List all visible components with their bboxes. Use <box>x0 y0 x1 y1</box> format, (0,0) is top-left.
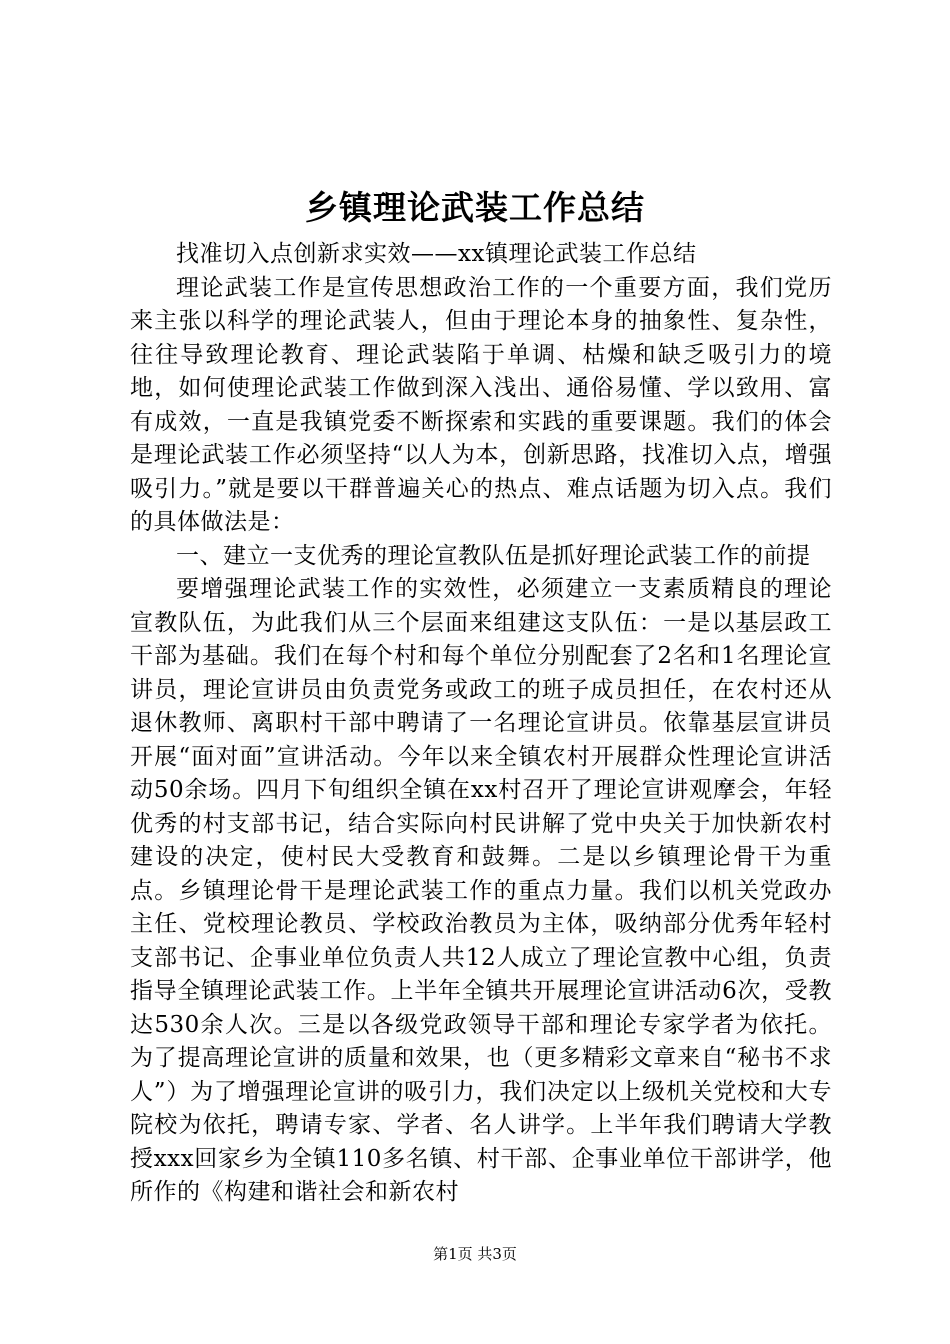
document-body <box>130 238 832 1210</box>
section-heading-paragraph: 一、建立一支优秀的理论宣教队伍是抓好理论武装工作的前提 <box>176 542 811 569</box>
document-title: 乡镇理论武装工作总结 <box>305 188 645 227</box>
page-number-footer: 第1页 共3页 <box>433 1245 517 1263</box>
intro-paragraph: 理论武装工作是宣传思想政治工作的一个重要方面，我们党历来主张以科学的理论武装人，但由于理论本身的抽象性、复杂性，往往导致理论教育、理论武装陷于单调、枯燥和缺乏吸引力的境地，如何使理论武装工作做到深入浅出、通俗易懂、学以致用、富有成效，一直是我镇党委不断探索和实践的重要课题。我们的体会是理论武装工作必须坚持“以人为本，创新思路，找准切入点，增强吸引力。”就是要以干群普遍关心的热点、难点话题为切入点。我们的具体做法是： <box>130 274 832 535</box>
body-paragraph: 要增强理论武装工作的实效性，必须建立一支素质精良的理论宣教队伍，为此我们从三个层面来组建这支队伍：一是以基层政工干部为基础。我们在每个村和每个单位分别配套了2名和1名理论宣讲员，理论宣讲员由负责党务或政工的班子成员担任，在农村还从退休教师、离职村干部中聘请了一名理论宣讲员。依靠基层宣讲员开展“面对面”宣讲活动。今年以来全镇农村开展群众性理论宣讲活动50余场。四月下旬组织全镇在xx村召开了理论宣讲观摩会，年轻优秀的村支部书记，结合实际向村民讲解了党中央关于加快新农村建设的决定，使村民大受教育和鼓舞。二是以乡镇理论骨干为重点。乡镇理论骨干是理论武装工作的重点力量。我们以机关党政办主任、党校理论教员、学校政治教员为主体，吸纳部分优秀年轻村支部书记、企事业单位负责人共12人成立了理论宣教中心组，负责指导全镇理论武装工作。上半年全镇共开展理论宣讲活动6次，受教达530余人次。三是以各级党政领导干部和理论专家学者为依托。为了提高理论宣讲的质量和效果，也（更多精彩文章来自“秘书不求人”）为了增强理论宣讲的吸引力，我们决定以上级机关党校和大专院校为依托，聘请专家、学者、名人讲学。上半年我们聘请大学教授xxx回家乡为全镇110多名镇、村干部、企事业单位干部讲学，他所作的《构建和谐社会和新农村 <box>130 576 832 1205</box>
subtitle-paragraph: 找准切入点创新求实效——xx镇理论武装工作总结 <box>176 241 697 267</box>
